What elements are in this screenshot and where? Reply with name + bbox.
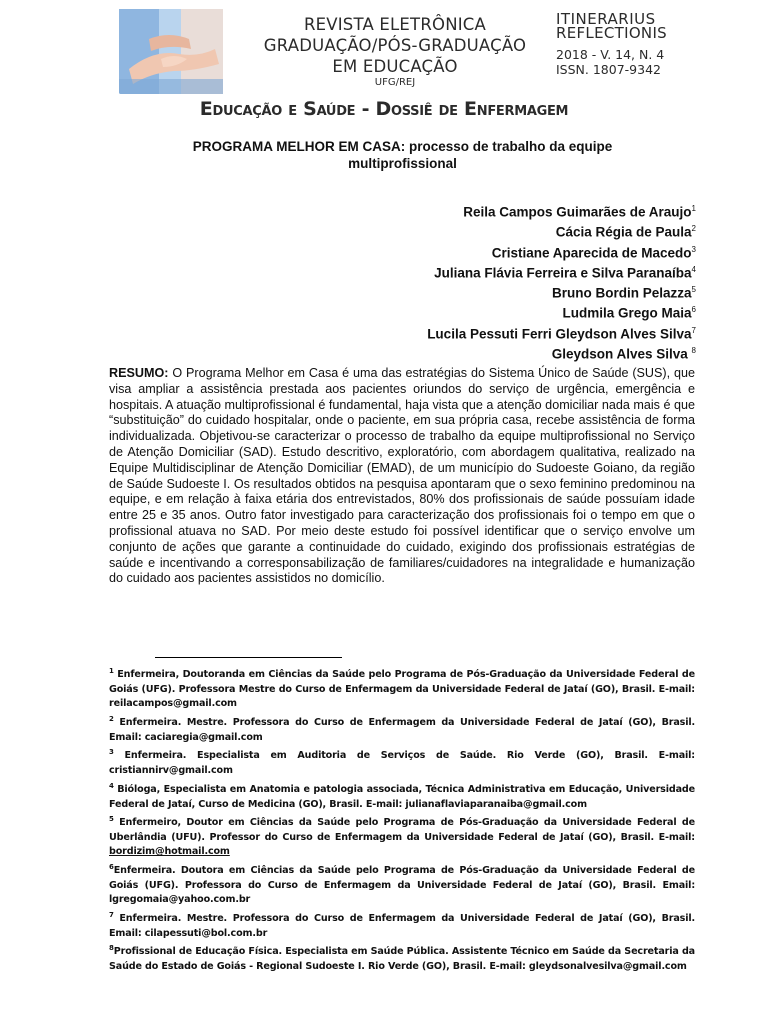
footnote-1 bbox=[109, 664, 695, 712]
footnote-text: Bióloga, Especialista em Anatomia e patologia associada, Técnica Administrativa em Educação, Universidade Federal de Jataí, Curso de Medicina (GO), Brasil. E-mail: julianaflaviaparanaiba@gmail.com bbox=[109, 783, 695, 810]
footnote-3 bbox=[109, 745, 695, 778]
article-title-line-1: PROGRAMA MELHOR EM CASA: processo de trabalho da equipe bbox=[192, 139, 613, 154]
author-6 bbox=[427, 302, 696, 322]
author-mark[interactable]: 8 bbox=[691, 346, 696, 356]
journal-title-line-3: EM EDUCAÇÃO bbox=[332, 57, 458, 76]
author-name: Gleydson Alves Silva bbox=[551, 346, 692, 362]
abstract-label: RESUMO: bbox=[109, 366, 169, 380]
volume-issue: 2018 - V. 14, N. 4 bbox=[556, 47, 665, 62]
article-title bbox=[150, 138, 655, 172]
footnote-mark: 1 bbox=[109, 667, 114, 675]
article-title-line-2: multiprofissional bbox=[348, 156, 457, 171]
author-mark[interactable]: 3 bbox=[691, 244, 696, 254]
hands-illustration bbox=[119, 9, 223, 94]
footnote-text: Enfermeiro, Doutor em Ciências da Saúde pelo Programa de Pós-Graduação da Universidade Federal de Uberlândia (UFU). Professor do Curso de Enfermagem da Universidade Federal de Jataí (GO), Brasil. E-mail: bbox=[109, 817, 695, 843]
footnote-4 bbox=[109, 779, 695, 812]
author-mark[interactable]: 7 bbox=[691, 325, 696, 335]
issn: ISSN. 1807-9342 bbox=[556, 62, 661, 77]
author-name: Reila Campos Guimarães de Araujo bbox=[463, 204, 692, 220]
footnote-mark: 8 bbox=[109, 944, 114, 953]
author-mark[interactable]: 5 bbox=[691, 285, 696, 295]
author-name: Bruno Bordin Pelazza bbox=[552, 285, 692, 301]
header-photo-nurse-hands bbox=[119, 9, 223, 94]
author-name: Juliana Flávia Ferreira e Silva Paranaíba bbox=[434, 265, 692, 281]
footnote-text: Profissional de Educação Física. Especialista em Saúde Pública. Assistente Técnico em Saúde da Secretaria da Saúde do Estado de Goiás - Regional Sudoeste I. Rio Verde (GO), Brasil. E-mail: gleydsonalvesilva@gmail.com bbox=[109, 946, 695, 973]
author-name: Cristiane Aparecida de Macedo bbox=[491, 245, 692, 261]
author-mark[interactable]: 2 bbox=[691, 224, 696, 234]
journal-subtitle: UFG/REJ bbox=[374, 77, 416, 88]
footnote-text: Enfermeira. Doutora em Ciências da Saúde pelo Programa de Pós-Graduação da Universidade Federal de Goiás (UFG). Professora do Curso de Enfermagem da Universidade Federal de Jataí (GO), Brasil. Email: lgregomaia@yahoo.com.br bbox=[109, 865, 695, 906]
footnote-5 bbox=[109, 812, 695, 860]
journal-brand-block bbox=[556, 12, 676, 77]
footnote-text: Enfermeira, Doutoranda em Ciências da Saúde pelo Programa de Pós-Graduação da Universidade Federal de Goiás (UFG). Professora Mestre do Curso de Enfermagem da Universidade Federal de Jataí (GO), Brasil. E-mail: reilacampos@gmail.com bbox=[109, 669, 695, 710]
author-5 bbox=[427, 282, 696, 302]
footnote-text: Enfermeira. Mestre. Professora do Curso de Enfermagem da Universidade Federal de Jataí (GO), Brasil. Email: caciaregia@gmail.com bbox=[109, 717, 695, 743]
author-mark[interactable]: 6 bbox=[691, 305, 696, 315]
author-8 bbox=[427, 343, 696, 363]
footnote-text: Enfermeira. Especialista em Auditoria de Serviços de Saúde. Rio Verde (GO), Brasil. E-mail: cristiannirv@gmail.com bbox=[109, 750, 695, 777]
author-3 bbox=[427, 242, 696, 262]
journal-title-line-1: REVISTA ELETRÔNICA bbox=[303, 15, 487, 34]
footnote-mark: 4 bbox=[109, 781, 114, 790]
footnote-mark: 2 bbox=[109, 714, 114, 723]
footnote-2 bbox=[109, 712, 695, 745]
brand-line-1: ITINERARIUS bbox=[556, 10, 656, 28]
footnote-7 bbox=[109, 908, 695, 941]
author-list bbox=[427, 201, 696, 363]
email-link[interactable]: bordizim@hotmail.com bbox=[109, 846, 230, 858]
author-4 bbox=[427, 262, 696, 282]
brand-line-2: REFLECTIONIS bbox=[556, 24, 667, 42]
author-name: Lucila Pessuti Ferri Gleydson Alves Silva bbox=[427, 326, 692, 342]
abstract-text: O Programa Melhor em Casa é uma das estratégias do Sistema Único de Saúde (SUS), que visa ampliar a assistência prestada aos pacientes oriundos do serviço de urgência, emergência e hospitais. A atuação multiprofissional é fundamental, haja vista que a atenção domiciliar nada mais é que “substituição” do cuidado hospitalar, onde o paciente, em sua própria casa, recebe assistência de forma individualizada. Objetivou-se caracterizar o processo de trabalho da equipe multiprofissional no Serviço de Atenção Domiciliar (SAD). Estudo descritivo, exploratório, com abordagem qualitativa, realizado na Equipe Multidisciplinar de Atenção Domiciliar (EMAD), de um município do Sudoeste Goiano, da região de Saúde Sudoeste I. Os resultados obtidos na pesquisa apontaram que o sexo feminino predominou na equipe, e em relação à faixa etária dos entrevistados, 80% dos profissionais de saúde possuíam idade entre 25 e 35 anos. Outro fator investigado para caracterização dos profissionais foi o tempo em que o profissional atuava no SAD. Por meio deste estudo foi possível identificar que o serviço envolve um conjunto de ações que garante a continuidade do cuidado, exigindo dos profissionais estratégias de saúde e incentivando a corresponsabilização de familiares/cuidadores na integralidade e humanização do cuidado aos pacientes assistidos no domicílio. bbox=[109, 366, 695, 586]
footnote-mark: 7 bbox=[109, 911, 114, 920]
footnote-6 bbox=[109, 860, 695, 908]
author-mark[interactable]: 4 bbox=[691, 264, 696, 274]
journal-title bbox=[245, 14, 545, 89]
footnote-mark: 6 bbox=[109, 863, 114, 872]
footnotes bbox=[109, 664, 695, 975]
author-2 bbox=[427, 221, 696, 241]
footnote-text: Enfermeira. Mestre. Professora do Curso de Enfermagem da Universidade Federal de Jataí (GO), Brasil. Email: cilapessuti@bol.com.br bbox=[109, 913, 695, 939]
author-1 bbox=[427, 201, 696, 221]
abstract bbox=[109, 366, 695, 587]
author-name: Cácia Régia de Paula bbox=[555, 224, 692, 240]
footnote-divider bbox=[155, 657, 342, 658]
footnote-8 bbox=[109, 941, 695, 974]
author-name: Ludmila Grego Maia bbox=[562, 305, 692, 321]
author-mark[interactable]: 1 bbox=[691, 204, 696, 213]
section-title: Educação e Saúde - Dossiê de Enfermagem bbox=[199, 98, 569, 120]
footnote-mark: 5 bbox=[109, 815, 114, 824]
footnote-mark: 3 bbox=[109, 748, 114, 757]
author-7 bbox=[427, 323, 696, 343]
journal-title-line-2: GRADUAÇÃO/PÓS-GRADUAÇÃO bbox=[263, 36, 527, 55]
